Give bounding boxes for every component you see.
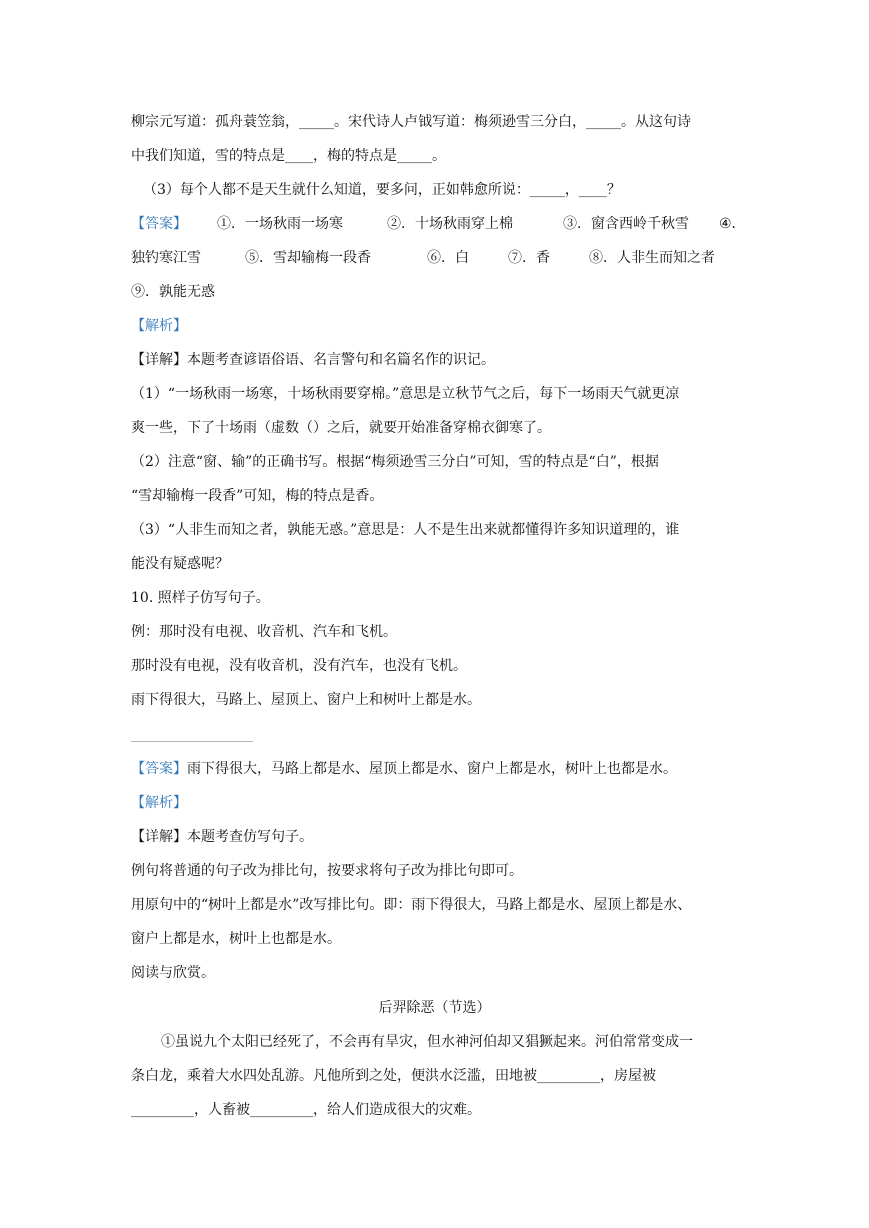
reading-title: 后羿除恶（节选） bbox=[378, 1000, 491, 1016]
answer-item-5: ⑤．雪却输梅一段香 bbox=[245, 250, 371, 266]
answer-item-1: ①．一场秋雨一场寒 bbox=[217, 216, 343, 232]
q9-analysis-p1-line2: 爽一些，下了十场雨（虚数（）之后，就要开始准备穿棉衣御寒了。 bbox=[131, 420, 551, 436]
q9-analysis-p3-line1: （3）“人非生而知之者，孰能无惑。”意思是：人不是生出来就都懂得许多知识道理的，谁 bbox=[131, 522, 680, 538]
q10-example-answer: 那时没有电视，没有收音机，没有汽车，也没有飞机。 bbox=[131, 658, 467, 674]
answer-blank-line bbox=[131, 741, 253, 742]
reading-p1-line1: ①虽说九个太阳已经死了，不会再有旱灾，但水神河伯却又猖獗起来。河伯常常变成一 bbox=[161, 1034, 693, 1050]
q9-line-1 bbox=[131, 112, 740, 132]
answer-item-3: ③．窗含西岭千秋雪 bbox=[563, 216, 689, 232]
q10-answer bbox=[131, 759, 677, 779]
answer-item-8: ⑧．人非生而知之者 bbox=[589, 250, 715, 266]
answer-item-4: ④． bbox=[719, 216, 746, 232]
q9-answer-block bbox=[131, 214, 746, 314]
answer-item-4-cont: 独钓寒江雪 bbox=[131, 250, 201, 266]
q10-sentence: 雨下得很大，马路上、屋顶上、窗户上和树叶上都是水。 bbox=[131, 692, 481, 708]
q10-analysis-line1: 例句将普通的句子改为排比句，按要求将句子改为排比句即可。 bbox=[131, 863, 523, 879]
answer-label: 【答案】 bbox=[131, 216, 187, 232]
q10-answer-text: 雨下得很大，马路上都是水、屋顶上都是水、窗户上都是水，树叶上也都是水。 bbox=[187, 761, 677, 777]
q10-analysis-line3: 窗户上都是水，树叶上也都是水。 bbox=[131, 931, 341, 947]
q10-example: 例：那时没有电视、收音机、汽车和飞机。 bbox=[131, 624, 397, 640]
answer-item-2: ②．十场秋雨穿上棉 bbox=[387, 216, 513, 232]
reading-p1-line2: 条白龙，乘着大水四处乱游。凡他所到之处，便洪水泛滥，田地被_________，房屋被 bbox=[131, 1068, 656, 1084]
q10-analysis-line2: 用原句中的“树叶上都是水”改写排比句。即：雨下得很大，马路上都是水、屋顶上都是水、 bbox=[131, 897, 692, 913]
q9-answer-row-1 bbox=[131, 214, 746, 234]
q9-analysis-p2-line1: （2）注意“窗、输”的正确书写。根据“梅须逊雪三分白”可知，雪的特点是“白”，根据 bbox=[131, 454, 659, 470]
reading-p1-line3: _________，人畜被_________，给人们造成很大的灾难。 bbox=[131, 1102, 481, 1118]
reading-section-label: 阅读与欣赏。 bbox=[131, 965, 215, 981]
q9-analysis-p1-line1: （1）“一场秋雨一场寒，十场秋雨要穿棉。”意思是立秋节气之后，每下一场雨天气就更凉 bbox=[131, 386, 680, 402]
q9-part3: （3）每个人都不是天生就什么知道，要多问，正如韩愈所说：_____，____？ bbox=[143, 182, 621, 198]
q9-detail: 【详解】本题考查谚语俗语、名言警句和名篇名作的识记。 bbox=[131, 352, 495, 368]
q10-detail: 【详解】本题考查仿写句子。 bbox=[131, 829, 313, 845]
answer-item-7: ⑦．香 bbox=[508, 250, 550, 266]
q9-analysis-label: 【解析】 bbox=[131, 318, 187, 334]
q10-analysis-label: 【解析】 bbox=[131, 795, 187, 811]
answer-item-9: ⑨．孰能无惑 bbox=[131, 284, 215, 300]
q9-analysis-p3-line2: 能没有疑惑呢？ bbox=[131, 556, 229, 572]
answer-item-6: ⑥．白 bbox=[427, 250, 469, 266]
q9-line-2: 中我们知道，雪的特点是____，梅的特点是_____。 bbox=[131, 148, 446, 164]
q9-line-1-text: 柳宗元写道：孤舟蓑笠翁，_____。宋代诗人卢钺写道：梅须逊雪三分白，_____。从这句诗 bbox=[131, 114, 691, 130]
q10-title: 10. 照样子仿写句子。 bbox=[131, 590, 270, 606]
answer-label: 【答案】 bbox=[131, 761, 187, 777]
q9-answer-row-3 bbox=[131, 282, 215, 302]
q9-analysis-p2-line2: “雪却输梅一段香”可知，梅的特点是香。 bbox=[131, 488, 384, 504]
